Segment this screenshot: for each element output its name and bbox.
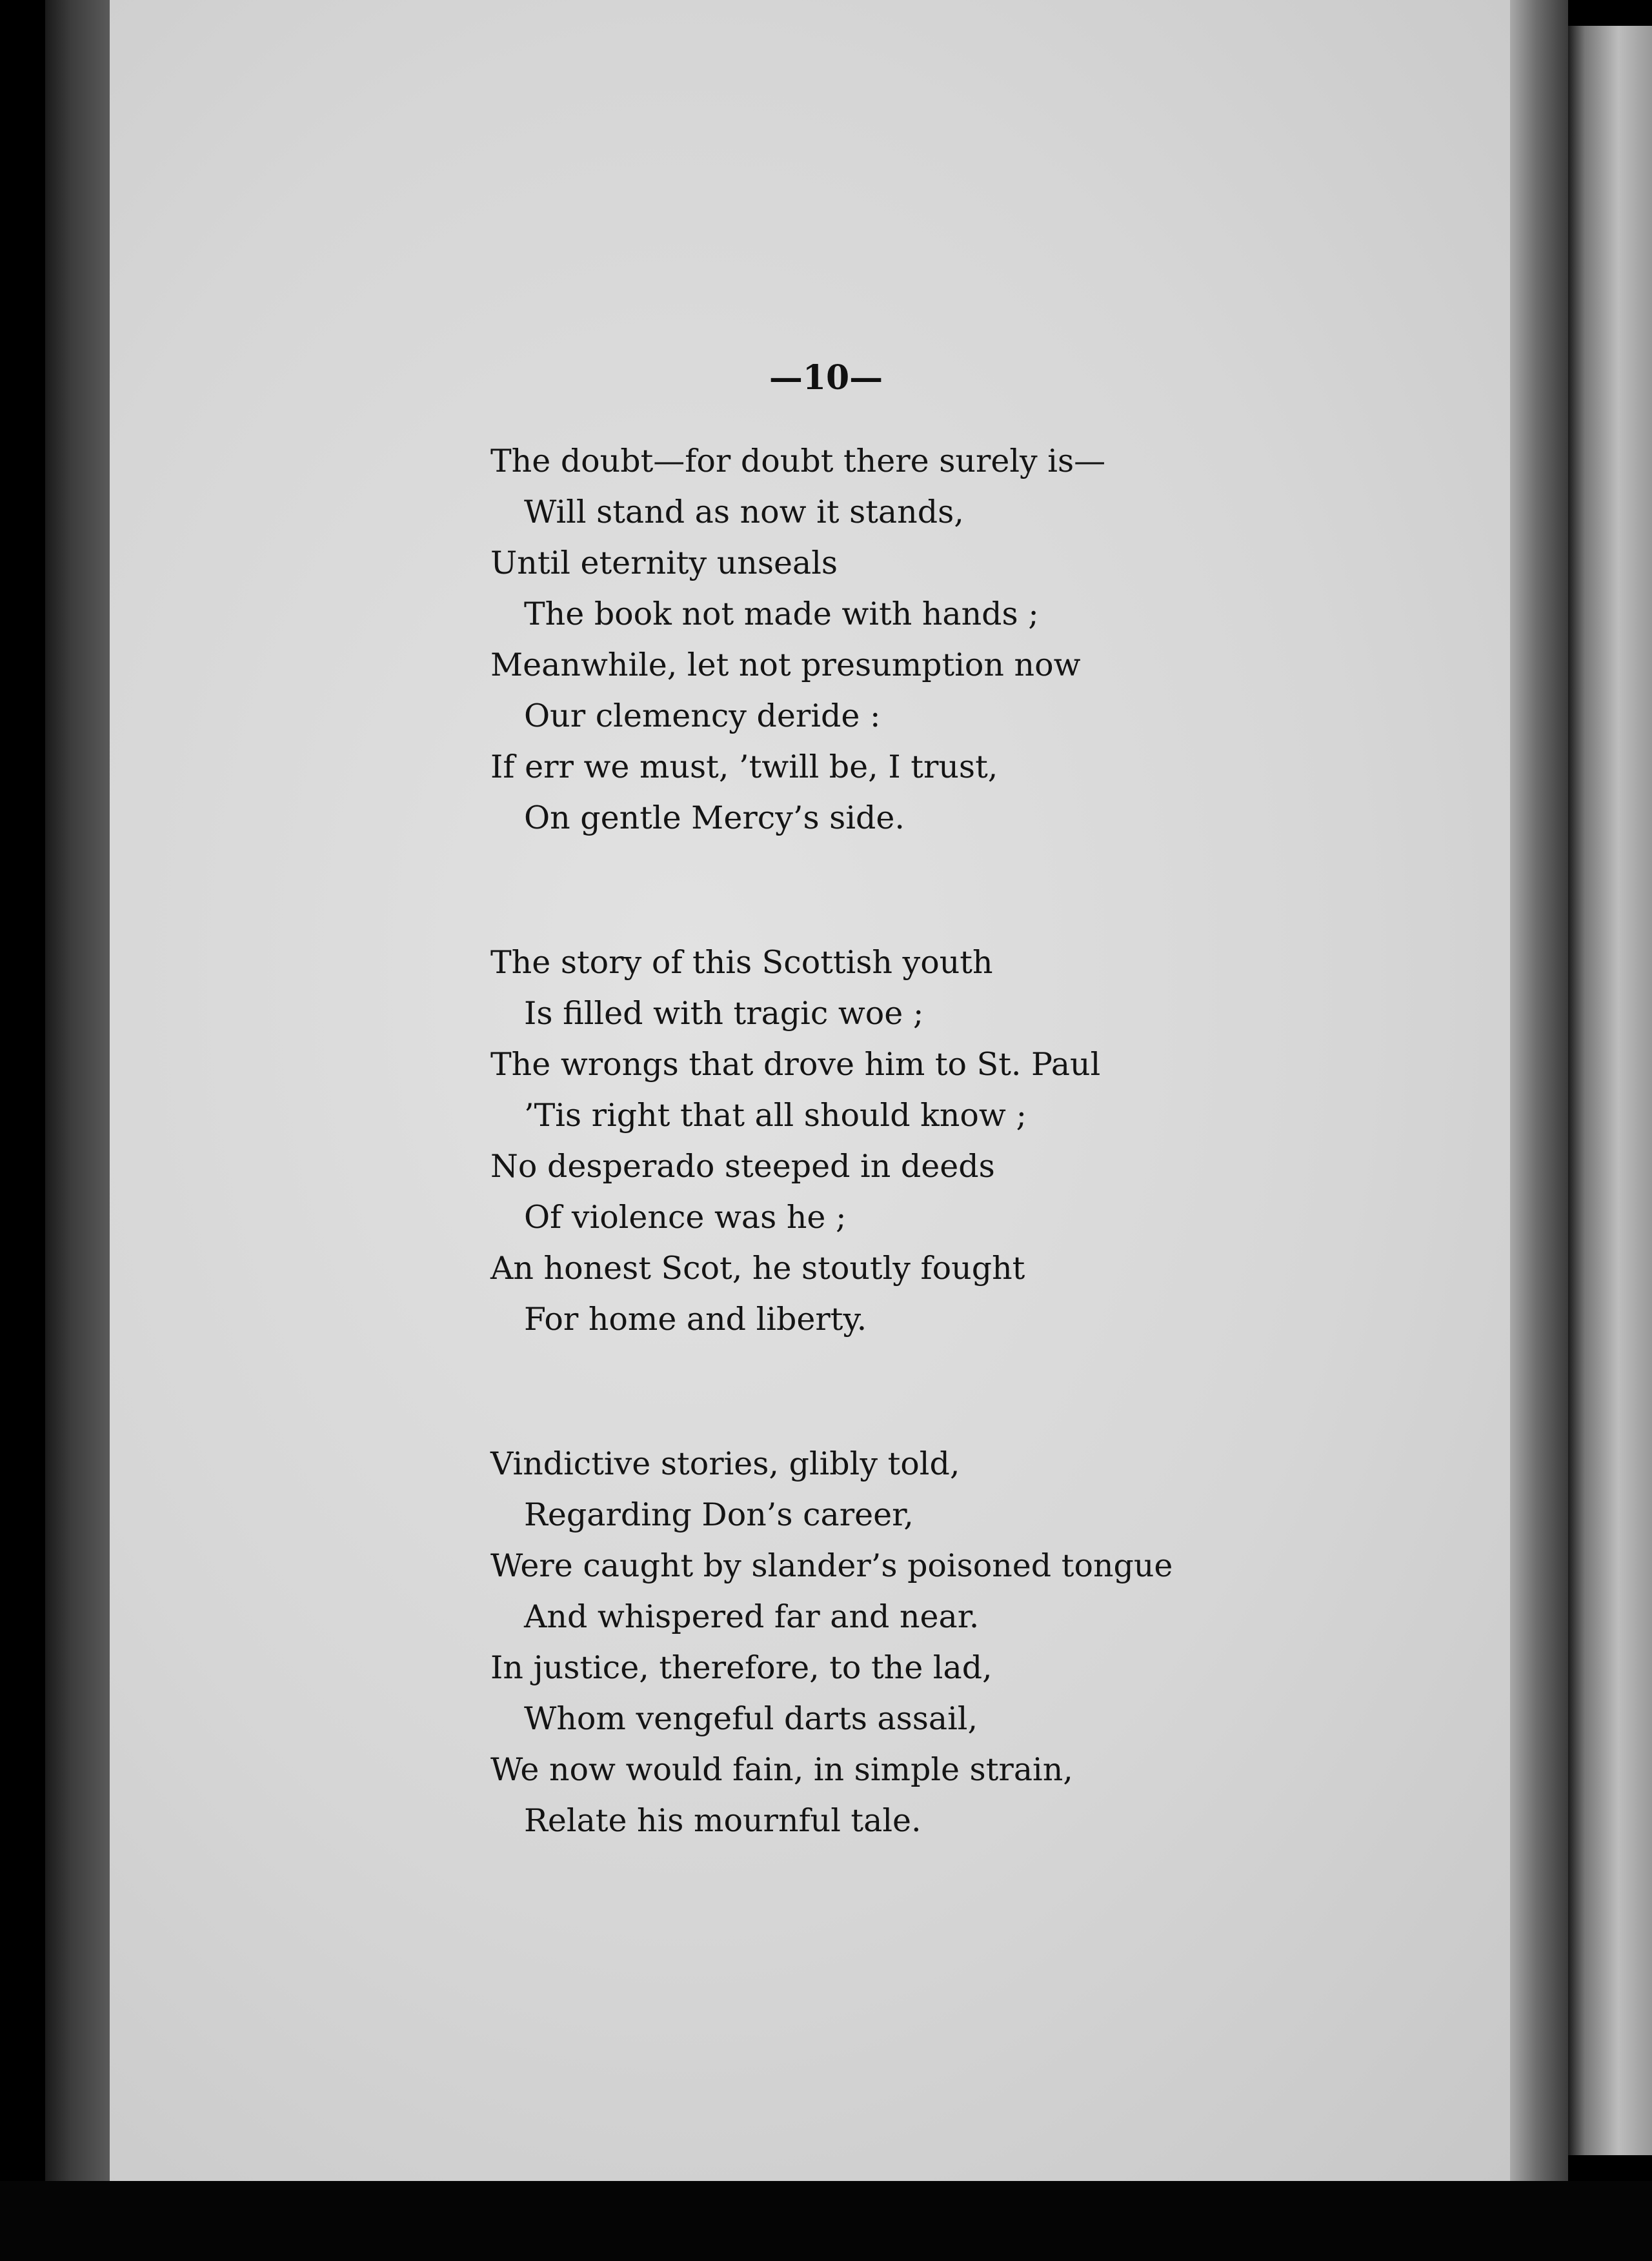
poem-line: Our clemency deride : (524, 698, 881, 734)
poem-line: Vindictive stories, glibly told, (490, 1445, 960, 1482)
stanza (490, 937, 1342, 1345)
stanza (490, 1438, 1342, 1846)
poem-line: ’Tis right that all should know ; (524, 1097, 1027, 1134)
poem-line: Were caught by slander’s poisoned tongue (490, 1547, 1173, 1584)
poem-line: Is filled with tragic woe ; (524, 995, 924, 1032)
page-number: —10— (769, 358, 883, 397)
poem-line: We now would fain, in simple strain, (490, 1751, 1073, 1788)
poem-line: The story of this Scottish youth (490, 944, 993, 981)
poem-line: Whom vengeful darts assail, (524, 1700, 978, 1737)
page-left-edge (45, 0, 110, 2261)
stanza (490, 436, 1342, 843)
poem-line: Until eternity unseals (490, 545, 838, 581)
poem-line: An honest Scot, he stoutly fought (490, 1250, 1025, 1287)
poem-line: Will stand as now it stands, (524, 494, 964, 530)
poem-line: Regarding Don’s career, (524, 1496, 914, 1533)
poem-line: The wrongs that drove him to St. Paul (490, 1046, 1101, 1083)
poem-line: If err we must, ’twill be, I trust, (490, 749, 998, 785)
facing-page-edge (1568, 26, 1652, 2155)
poem-line: And whispered far and near. (524, 1598, 980, 1635)
poem-line: Of violence was he ; (524, 1199, 847, 1236)
poem-line: Relate his mournful tale. (524, 1802, 922, 1839)
scan-bottom-border (0, 2181, 1652, 2261)
poem-line: No desperado steeped in deeds (490, 1148, 995, 1185)
poem-line: In justice, therefore, to the lad, (490, 1649, 992, 1686)
poem-line: The doubt—for doubt there surely is— (490, 443, 1106, 479)
poem-line: Meanwhile, let not presumption now (490, 647, 1081, 683)
poem-line: On gentle Mercy’s side. (524, 799, 905, 836)
poem-line: The book not made with hands ; (524, 596, 1039, 632)
poem-line: For home and liberty. (524, 1301, 867, 1338)
poem-body (490, 436, 1342, 1846)
page-gutter-shadow (1510, 0, 1568, 2261)
